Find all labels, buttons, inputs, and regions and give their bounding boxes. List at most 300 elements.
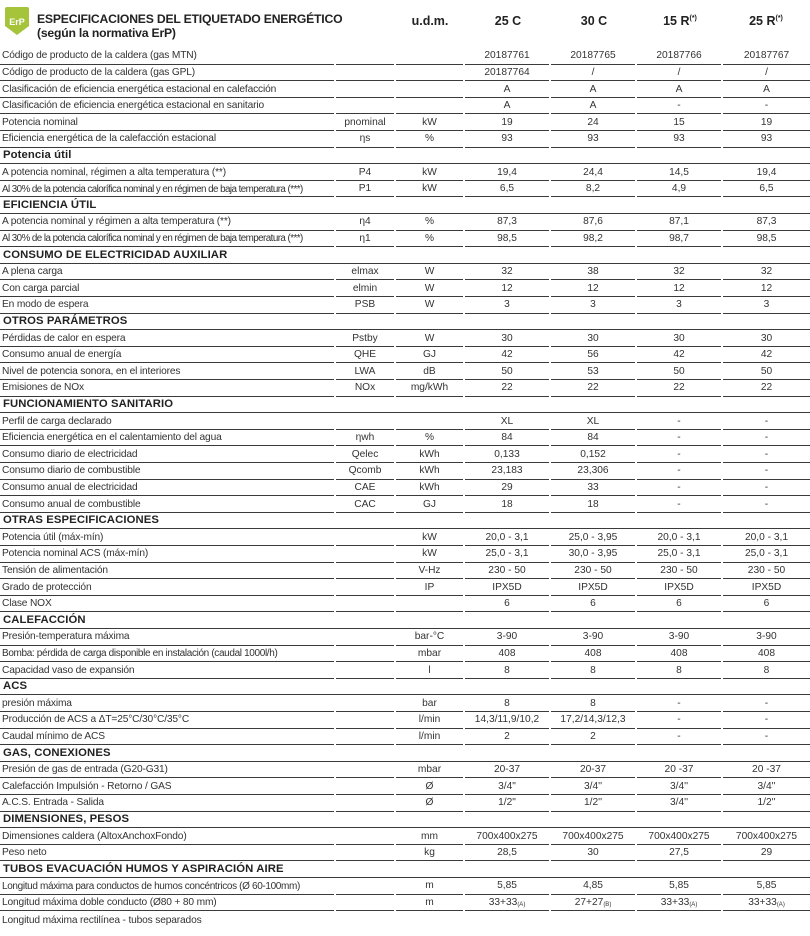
table-row bbox=[0, 845, 810, 862]
row-value-model-4 bbox=[723, 529, 810, 546]
row-label: A plena carga bbox=[0, 264, 334, 281]
value-text: 24,4 bbox=[583, 166, 603, 178]
row-value-model-3 bbox=[637, 347, 721, 364]
row-unit: l/min bbox=[396, 712, 463, 729]
section-header-row bbox=[0, 397, 810, 414]
value-text: 12 bbox=[587, 282, 599, 294]
row-value-model-4 bbox=[723, 264, 810, 281]
row-value-model-2 bbox=[551, 529, 635, 546]
value-note-mark: (A) bbox=[776, 902, 785, 909]
value-text: 3-90 bbox=[756, 631, 777, 643]
row-value-model-3 bbox=[637, 529, 721, 546]
value-text: 700x400x275 bbox=[562, 830, 624, 842]
value-text: 87,1 bbox=[669, 216, 689, 228]
value-text: 20187767 bbox=[743, 50, 790, 62]
column-header-model-3: 15 R(*) bbox=[663, 14, 697, 28]
value-text: 8 bbox=[504, 664, 510, 676]
row-unit: kWh bbox=[396, 463, 463, 480]
value-note-mark: (B) bbox=[603, 902, 612, 909]
row-unit: % bbox=[396, 131, 463, 148]
value-text: 98,5 bbox=[497, 232, 517, 244]
row-value-model-4 bbox=[723, 496, 810, 513]
row-symbol bbox=[336, 579, 394, 596]
value-text: 230 - 50 bbox=[488, 564, 526, 576]
row-value-model-3 bbox=[637, 795, 721, 812]
value-text: / bbox=[765, 66, 768, 78]
row-label: En modo de espera bbox=[0, 297, 334, 314]
row-symbol bbox=[336, 662, 394, 679]
row-value-model-4 bbox=[723, 114, 810, 131]
row-value-model-1 bbox=[465, 878, 549, 895]
value-text: - bbox=[764, 481, 769, 493]
row-label: A potencia nominal, régimen a alta temperatura (**) bbox=[0, 164, 334, 181]
row-value-model-3 bbox=[637, 563, 721, 580]
value-text: 18 bbox=[587, 498, 599, 510]
value-text: 19 bbox=[501, 116, 513, 128]
table-row bbox=[0, 48, 810, 65]
row-value-model-1 bbox=[465, 98, 549, 115]
row-value-model-1 bbox=[465, 828, 549, 845]
row-value-model-3 bbox=[637, 911, 721, 928]
row-unit: l bbox=[396, 662, 463, 679]
row-value-model-2 bbox=[551, 778, 635, 795]
row-symbol: elmax bbox=[336, 264, 394, 281]
row-unit: GJ bbox=[396, 496, 463, 513]
value-text: 12 bbox=[501, 282, 513, 294]
row-label: Longitud máxima rectilínea - tubos separados bbox=[2, 914, 202, 926]
row-value-model-3 bbox=[637, 446, 721, 463]
row-label: Consumo diario de combustible bbox=[0, 463, 334, 480]
row-unit: kW bbox=[396, 529, 463, 546]
section-title: GAS, CONEXIONES bbox=[0, 745, 810, 762]
value-text: 408 bbox=[498, 647, 516, 659]
row-value-model-3 bbox=[637, 579, 721, 596]
section-title: OTROS PARÁMETROS bbox=[0, 314, 810, 331]
section-title: OTRAS ESPECIFICACIONES bbox=[0, 513, 810, 530]
row-unit: V-Hz bbox=[396, 563, 463, 580]
row-value-model-4 bbox=[723, 762, 810, 779]
row-value-model-1 bbox=[465, 65, 549, 82]
value-text: XL bbox=[586, 415, 600, 427]
row-symbol: CAE bbox=[336, 480, 394, 497]
value-text: / bbox=[591, 66, 595, 78]
row-unit bbox=[396, 413, 463, 430]
row-symbol: QHE bbox=[336, 347, 394, 364]
value-text: 19,4 bbox=[497, 166, 517, 178]
table-row bbox=[0, 380, 810, 397]
value-text: A bbox=[763, 83, 770, 95]
row-value-model-2 bbox=[551, 596, 635, 613]
value-text: 230 - 50 bbox=[747, 564, 786, 576]
row-label: Pérdidas de calor en espera bbox=[0, 330, 334, 347]
row-unit: kWh bbox=[396, 446, 463, 463]
row-symbol bbox=[336, 778, 394, 795]
value-text: 27+27 bbox=[574, 896, 604, 908]
value-text: 29 bbox=[760, 847, 773, 859]
value-text: 23,183 bbox=[491, 465, 523, 477]
value-text: 6,5 bbox=[759, 183, 774, 195]
row-value-model-3 bbox=[637, 330, 721, 347]
section-title: TUBOS EVACUACIÓN HUMOS Y ASPIRACIÓN AIRE bbox=[0, 861, 810, 878]
table-row bbox=[0, 579, 810, 596]
value-text: 3 bbox=[763, 299, 770, 311]
row-symbol: ηwh bbox=[336, 430, 394, 447]
value-text: 8 bbox=[676, 664, 682, 676]
row-label: Potencia útil (máx-mín) bbox=[0, 529, 334, 546]
row-value-model-2 bbox=[551, 413, 635, 430]
row-value-model-3 bbox=[637, 98, 721, 115]
row-label: Emisiones de NOx bbox=[0, 380, 334, 397]
row-symbol bbox=[336, 65, 394, 82]
row-value-model-3 bbox=[637, 480, 721, 497]
value-text: IPX5D bbox=[664, 581, 694, 593]
table-row bbox=[0, 98, 810, 115]
value-text: 3/4'' bbox=[669, 797, 689, 809]
row-symbol bbox=[336, 546, 394, 563]
value-text: 23,306 bbox=[577, 465, 609, 477]
row-unit: W bbox=[396, 330, 463, 347]
row-value-model-3 bbox=[637, 413, 721, 430]
row-value-model-2 bbox=[551, 828, 635, 845]
row-value-model-2 bbox=[551, 264, 635, 281]
row-value-model-1 bbox=[465, 695, 549, 712]
row-value-model-2 bbox=[551, 280, 635, 297]
value-text: 87,3 bbox=[756, 216, 777, 228]
value-text: 8 bbox=[763, 664, 770, 676]
row-value-model-4 bbox=[723, 795, 810, 812]
value-text: - bbox=[677, 448, 681, 460]
row-symbol bbox=[336, 413, 394, 430]
value-text: - bbox=[677, 498, 681, 510]
value-text: 30,0 - 3,95 bbox=[568, 548, 618, 560]
row-symbol bbox=[336, 596, 394, 613]
row-value-model-4 bbox=[723, 729, 810, 746]
value-text: 22 bbox=[501, 382, 513, 394]
row-label: A.C.S. Entrada - Salida bbox=[0, 795, 334, 812]
row-value-model-3 bbox=[637, 712, 721, 729]
value-text: 25,0 - 3,1 bbox=[485, 548, 529, 560]
row-label: Al 30% de la potencia calorífica nominal y en régimen de baja temperatura (***) bbox=[0, 181, 334, 198]
value-text: 1/2'' bbox=[757, 797, 776, 809]
row-label: Código de producto de la caldera (gas MTN) bbox=[0, 48, 334, 65]
row-value-model-1 bbox=[465, 380, 549, 397]
section-header-row bbox=[0, 314, 810, 331]
row-value-model-3 bbox=[637, 629, 721, 646]
row-value-model-3 bbox=[637, 778, 721, 795]
table-row bbox=[0, 563, 810, 580]
row-value-model-2 bbox=[551, 131, 635, 148]
table-row bbox=[0, 662, 810, 679]
row-value-model-2 bbox=[551, 480, 635, 497]
row-value-model-3 bbox=[637, 280, 721, 297]
row-unit bbox=[396, 596, 463, 613]
row-label: Capacidad vaso de expansión bbox=[0, 662, 334, 679]
value-text: 50 bbox=[501, 365, 513, 377]
value-text: IPX5D bbox=[578, 581, 608, 593]
row-value-model-3 bbox=[637, 264, 721, 281]
row-unit: kW bbox=[396, 114, 463, 131]
section-header-row bbox=[0, 197, 810, 214]
value-text: 3-90 bbox=[668, 631, 690, 643]
row-value-model-3 bbox=[637, 496, 721, 513]
erp-logo-text: ErP bbox=[9, 17, 25, 27]
row-label: Grado de protección bbox=[0, 579, 334, 596]
value-text: - bbox=[677, 465, 681, 477]
table-row bbox=[0, 280, 810, 297]
row-value-model-2 bbox=[551, 911, 635, 928]
erp-logo bbox=[4, 6, 30, 36]
value-text: 1/2" bbox=[498, 797, 516, 809]
row-value-model-3 bbox=[637, 430, 721, 447]
row-label: Longitud máxima doble conducto (Ø80 + 80 mm) bbox=[0, 895, 334, 912]
value-text: - bbox=[764, 498, 769, 510]
row-label: Eficiencia energética de la calefacción estacional bbox=[0, 131, 334, 148]
value-text: A bbox=[503, 100, 511, 112]
value-text: 3/4'' bbox=[757, 780, 776, 792]
row-value-model-1 bbox=[465, 81, 549, 98]
value-text: 6 bbox=[676, 598, 682, 610]
row-unit: kWh bbox=[396, 480, 463, 497]
row-value-model-1 bbox=[465, 546, 549, 563]
row-value-model-4 bbox=[723, 81, 810, 98]
value-text: 22 bbox=[587, 382, 599, 394]
value-text: 93 bbox=[760, 133, 773, 145]
row-value-model-4 bbox=[723, 214, 810, 231]
row-value-model-3 bbox=[637, 81, 721, 98]
row-unit: W bbox=[396, 280, 463, 297]
row-value-model-4 bbox=[723, 380, 810, 397]
row-unit: kg bbox=[396, 845, 463, 862]
row-symbol bbox=[336, 712, 394, 729]
value-text: 19 bbox=[760, 116, 773, 128]
table-row bbox=[0, 114, 810, 131]
value-text: - bbox=[764, 730, 769, 742]
value-text: 42 bbox=[673, 349, 685, 361]
row-value-model-2 bbox=[551, 347, 635, 364]
section-title: CALEFACCIÓN bbox=[0, 612, 810, 629]
row-value-model-1 bbox=[465, 330, 549, 347]
row-value-model-4 bbox=[723, 828, 810, 845]
value-text: 3 bbox=[504, 299, 510, 311]
row-unit: bar-°C bbox=[396, 629, 463, 646]
row-value-model-2 bbox=[551, 895, 635, 912]
row-value-model-1 bbox=[465, 729, 549, 746]
row-value-model-4 bbox=[723, 98, 810, 115]
value-text: 20187761 bbox=[484, 50, 530, 62]
row-value-model-4 bbox=[723, 662, 810, 679]
value-text: 0,152 bbox=[580, 448, 606, 460]
row-value-model-3 bbox=[637, 463, 721, 480]
value-text: 8 bbox=[590, 664, 596, 676]
table-row bbox=[0, 65, 810, 82]
row-symbol: NOx bbox=[336, 380, 394, 397]
row-value-model-2 bbox=[551, 65, 635, 82]
row-unit: mm bbox=[396, 828, 463, 845]
row-symbol bbox=[336, 795, 394, 812]
section-title: ACS bbox=[0, 679, 810, 696]
row-value-model-3 bbox=[637, 762, 721, 779]
row-value-model-4 bbox=[723, 629, 810, 646]
value-text: 700x400x275 bbox=[735, 830, 798, 842]
row-value-model-4 bbox=[723, 911, 810, 928]
value-text: 87,6 bbox=[583, 216, 603, 228]
value-text: 98,2 bbox=[583, 232, 603, 244]
table-row bbox=[0, 795, 810, 812]
row-value-model-2 bbox=[551, 231, 635, 248]
row-symbol bbox=[336, 529, 394, 546]
row-label: Consumo diario de electricidad bbox=[0, 446, 334, 463]
row-value-model-2 bbox=[551, 181, 635, 198]
section-header-row bbox=[0, 812, 810, 829]
row-value-model-3 bbox=[637, 546, 721, 563]
row-unit: mbar bbox=[396, 646, 463, 663]
value-text: 84 bbox=[587, 432, 599, 444]
value-text: 93 bbox=[673, 133, 685, 145]
value-text: 28,5 bbox=[497, 847, 517, 859]
value-text: 6 bbox=[504, 598, 510, 610]
table-row bbox=[0, 529, 810, 546]
row-unit bbox=[396, 911, 463, 928]
value-text: 30 bbox=[673, 332, 685, 344]
value-text: 24 bbox=[587, 116, 599, 128]
section-header-row bbox=[0, 513, 810, 530]
row-value-model-4 bbox=[723, 712, 810, 729]
row-value-model-1 bbox=[465, 463, 549, 480]
row-label: Dimensiones caldera (AltoxAnchoxFondo) bbox=[0, 828, 334, 845]
section-title: Potencia útil bbox=[0, 148, 810, 165]
row-symbol: Qelec bbox=[336, 446, 394, 463]
table-row bbox=[0, 496, 810, 513]
row-symbol bbox=[336, 911, 394, 928]
row-value-model-4 bbox=[723, 231, 810, 248]
value-text: 50 bbox=[673, 365, 685, 377]
value-text: 30 bbox=[760, 332, 773, 344]
row-value-model-2 bbox=[551, 878, 635, 895]
value-text: 0,133 bbox=[494, 448, 520, 460]
row-unit: mbar bbox=[396, 762, 463, 779]
value-text: A bbox=[589, 100, 597, 112]
row-symbol bbox=[336, 48, 394, 65]
value-text: - bbox=[677, 432, 681, 444]
table-row bbox=[0, 712, 810, 729]
row-value-model-2 bbox=[551, 297, 635, 314]
value-text: 20187766 bbox=[656, 50, 702, 62]
value-text: 42 bbox=[501, 349, 513, 361]
row-value-model-1 bbox=[465, 280, 549, 297]
row-value-model-3 bbox=[637, 729, 721, 746]
row-label: Al 30% de la potencia calorífica nominal y en régimen de baja temperatura (***) bbox=[0, 231, 334, 248]
row-unit bbox=[396, 48, 463, 65]
table-row bbox=[0, 131, 810, 148]
table-row bbox=[0, 629, 810, 646]
row-unit: Ø bbox=[396, 778, 463, 795]
row-value-model-3 bbox=[637, 895, 721, 912]
value-text: 3 bbox=[590, 299, 596, 311]
row-symbol bbox=[336, 629, 394, 646]
value-text: 8 bbox=[504, 697, 510, 709]
row-value-model-4 bbox=[723, 596, 810, 613]
row-unit: dB bbox=[396, 363, 463, 380]
row-symbol bbox=[336, 695, 394, 712]
row-value-model-1 bbox=[465, 529, 549, 546]
value-text: - bbox=[677, 730, 681, 742]
value-text: - bbox=[764, 714, 769, 726]
row-value-model-2 bbox=[551, 729, 635, 746]
row-symbol: η4 bbox=[336, 214, 394, 231]
value-text: 22 bbox=[760, 382, 773, 394]
value-text: 14,5 bbox=[669, 166, 689, 178]
row-value-model-4 bbox=[723, 480, 810, 497]
value-text: 20-37 bbox=[579, 764, 607, 776]
value-text: 5,85 bbox=[497, 880, 517, 892]
value-text: 29 bbox=[501, 481, 513, 493]
row-value-model-3 bbox=[637, 363, 721, 380]
row-label: Clase NOX bbox=[0, 596, 334, 613]
row-value-model-3 bbox=[637, 231, 721, 248]
column-header-model-4: 25 R(*) bbox=[749, 14, 783, 28]
value-text: - bbox=[677, 481, 681, 493]
row-value-model-1 bbox=[465, 795, 549, 812]
row-unit: % bbox=[396, 231, 463, 248]
row-value-model-2 bbox=[551, 546, 635, 563]
row-value-model-2 bbox=[551, 762, 635, 779]
row-value-model-1 bbox=[465, 662, 549, 679]
row-value-model-4 bbox=[723, 430, 810, 447]
value-note-mark: (A) bbox=[517, 902, 526, 909]
section-title: DIMENSIONES, PESOS bbox=[0, 812, 810, 829]
table-row bbox=[0, 264, 810, 281]
value-text: 8 bbox=[590, 697, 596, 709]
row-value-model-4 bbox=[723, 845, 810, 862]
row-value-model-4 bbox=[723, 446, 810, 463]
value-text: 6,5 bbox=[499, 183, 515, 195]
value-text: 4,85 bbox=[583, 880, 603, 892]
value-text: 5,85 bbox=[756, 880, 777, 892]
section-header-row bbox=[0, 247, 810, 264]
value-text: 700x400x275 bbox=[476, 830, 538, 842]
row-value-model-3 bbox=[637, 164, 721, 181]
section-title: CONSUMO DE ELECTRICIDAD AUXILIAR bbox=[0, 247, 810, 264]
value-text: - bbox=[764, 415, 769, 427]
row-unit: W bbox=[396, 297, 463, 314]
table-row bbox=[0, 446, 810, 463]
row-value-model-2 bbox=[551, 98, 635, 115]
row-value-model-4 bbox=[723, 65, 810, 82]
table-row bbox=[0, 778, 810, 795]
row-label: Presión-temperatura máxima bbox=[0, 629, 334, 646]
row-value-model-3 bbox=[637, 131, 721, 148]
table-row bbox=[0, 330, 810, 347]
row-value-model-2 bbox=[551, 48, 635, 65]
value-text: 32 bbox=[760, 266, 773, 278]
row-value-model-4 bbox=[723, 347, 810, 364]
row-unit bbox=[396, 98, 463, 115]
row-value-model-2 bbox=[551, 214, 635, 231]
row-label: Calefacción Impulsión - Retorno / GAS bbox=[0, 778, 334, 795]
row-value-model-3 bbox=[637, 662, 721, 679]
value-text: - bbox=[764, 465, 769, 477]
table-row bbox=[0, 828, 810, 845]
value-text: 98,5 bbox=[756, 232, 777, 244]
table-row bbox=[0, 214, 810, 231]
row-unit: Ø bbox=[396, 795, 463, 812]
value-text: 25,0 - 3,95 bbox=[568, 531, 618, 543]
row-value-model-1 bbox=[465, 446, 549, 463]
row-value-model-4 bbox=[723, 895, 810, 912]
row-symbol bbox=[336, 81, 394, 98]
row-unit: W bbox=[396, 264, 463, 281]
row-label: Caudal mínimo de ACS bbox=[0, 729, 334, 746]
